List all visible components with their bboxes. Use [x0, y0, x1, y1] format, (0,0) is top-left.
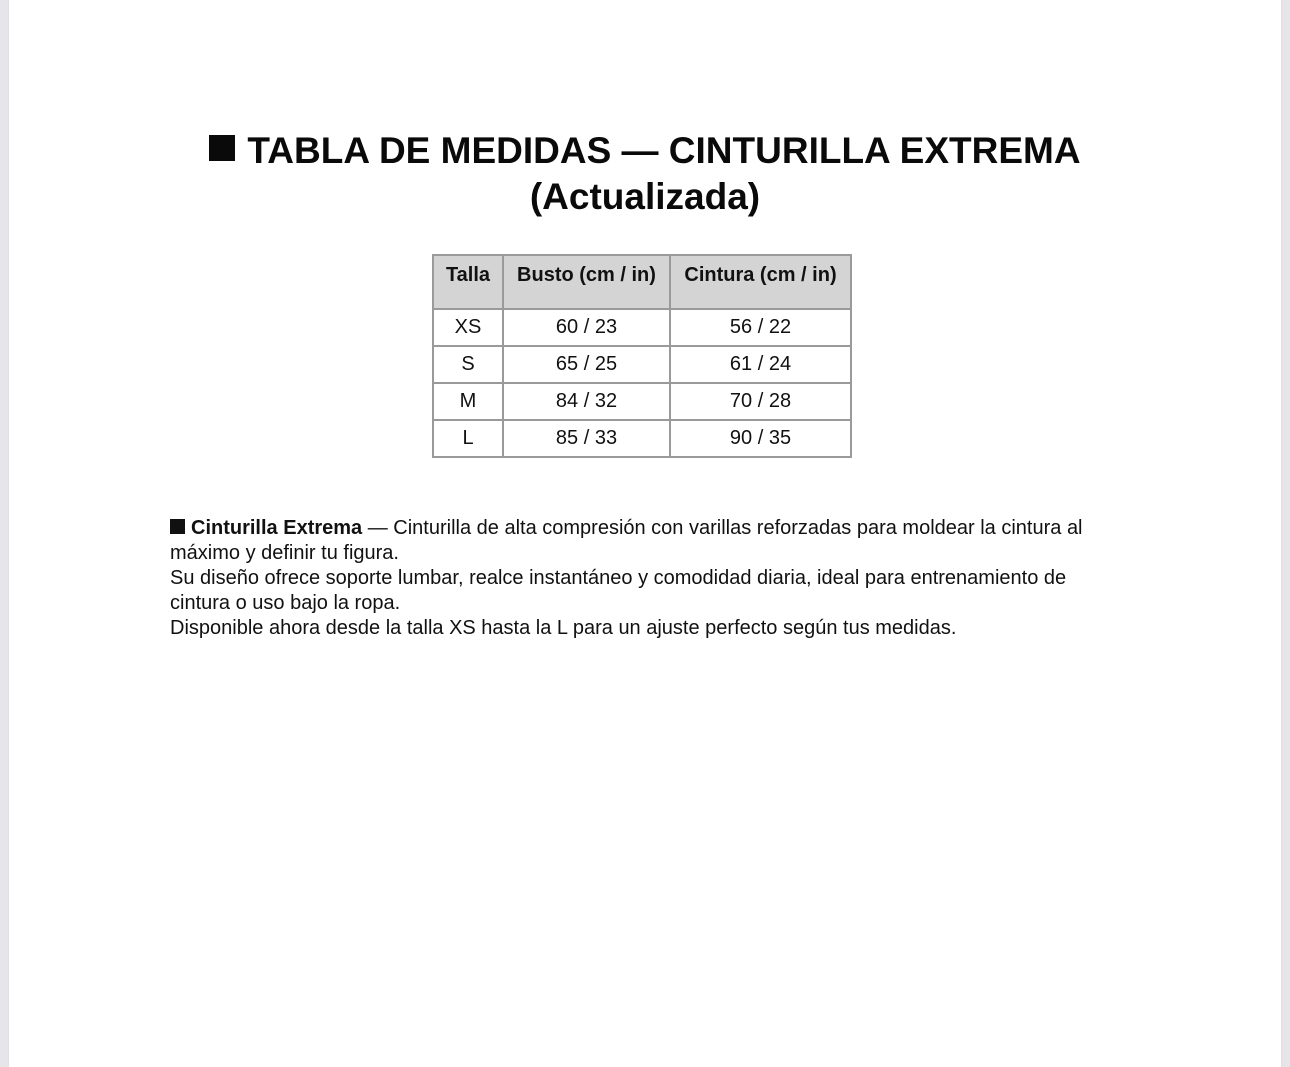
title-line-2: (Actualizada) — [529, 176, 761, 217]
cell-cintura: 70 / 28 — [670, 383, 851, 420]
table-row — [433, 346, 851, 383]
description-paragraph-2: Su diseño ofrece soporte lumbar, realce instantáneo y comodidad diaria, ideal para entrenamiento de cintura o uso bajo la ropa. — [170, 567, 1067, 614]
cell-talla: XS — [433, 309, 503, 346]
square-bullet-icon — [170, 519, 185, 534]
product-name: Cinturilla Extrema — [191, 517, 363, 539]
table-header-row — [433, 255, 851, 309]
header-talla: Talla — [433, 255, 503, 309]
cell-busto: 65 / 25 — [503, 346, 670, 383]
header-busto: Busto (cm / in) — [503, 255, 670, 309]
page-title — [0, 128, 1290, 220]
cell-talla: S — [433, 346, 503, 383]
header-cintura: Cintura (cm / in) — [670, 255, 851, 309]
description-paragraph-3: Disponible ahora desde la talla XS hasta la L para un ajuste perfecto según tus medidas. — [170, 617, 957, 639]
cell-busto: 84 / 32 — [503, 383, 670, 420]
product-description — [170, 516, 1130, 641]
table-row — [433, 309, 851, 346]
cell-cintura: 61 / 24 — [670, 346, 851, 383]
cell-busto: 60 / 23 — [503, 309, 670, 346]
table-row — [433, 420, 851, 457]
cell-talla: M — [433, 383, 503, 420]
cell-busto: 85 / 33 — [503, 420, 670, 457]
size-table — [432, 254, 852, 458]
table-row — [433, 383, 851, 420]
title-line-1: TABLA DE MEDIDAS — CINTURILLA EXTREMA — [0, 128, 1290, 174]
cell-cintura: 56 / 22 — [670, 309, 851, 346]
cell-talla: L — [433, 420, 503, 457]
square-bullet-icon — [209, 135, 235, 161]
description-paragraph-1: Cinturilla Extrema — Cinturilla de alta compresión con varillas reforzadas para moldear la cintura al máximo y definir tu figura. — [170, 517, 1083, 564]
cell-cintura: 90 / 35 — [670, 420, 851, 457]
